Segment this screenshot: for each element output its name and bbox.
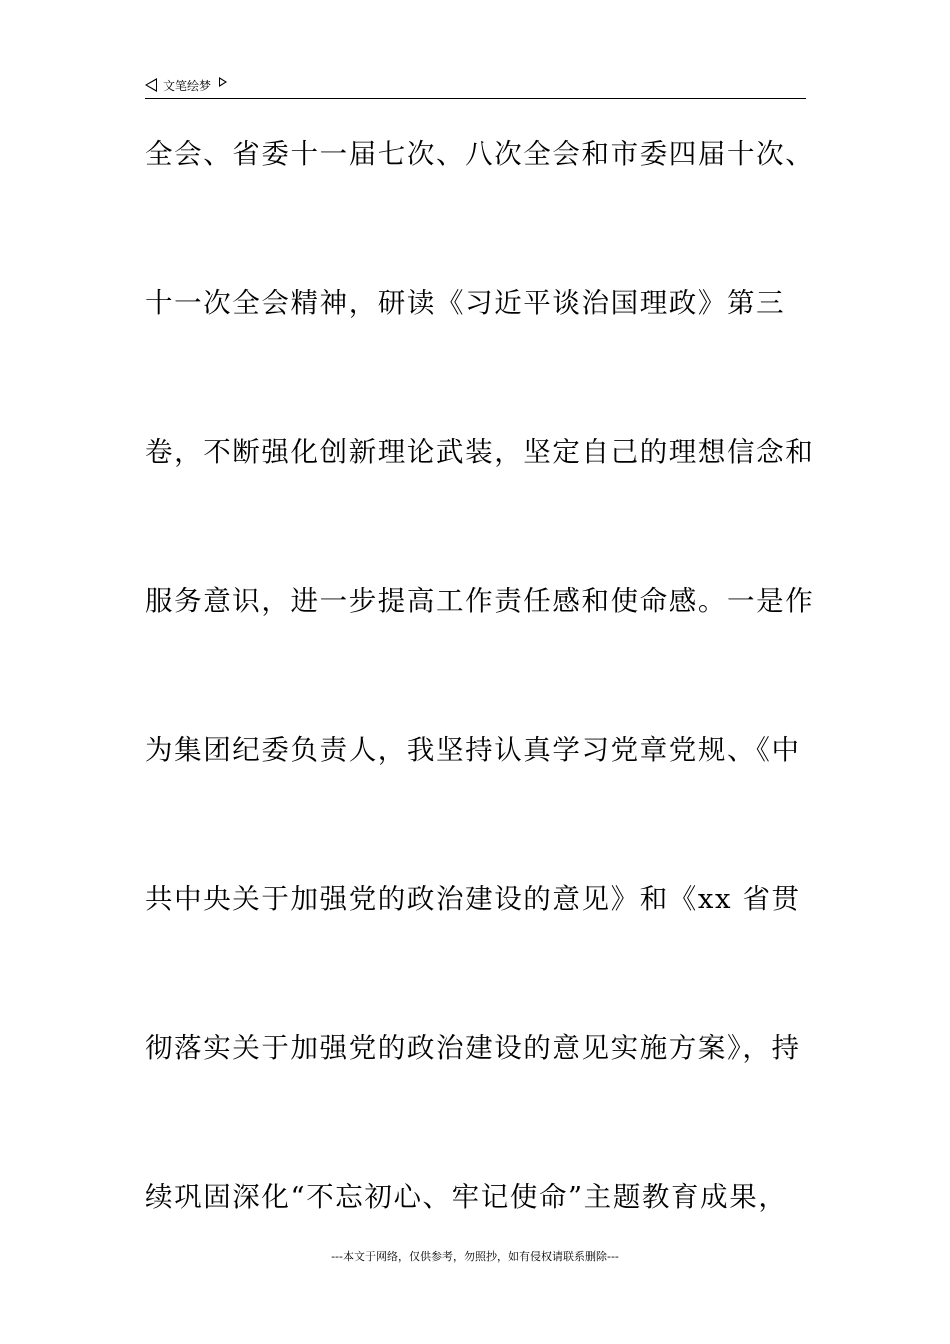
right-triangle-icon (219, 77, 227, 87)
header-bar (145, 74, 806, 96)
text-line: 卷，不断强化创新理论武装，坚定自己的理想信念和 (145, 436, 815, 468)
text-line: 为集团纪委负责人，我坚持认真学习党章党规、《中 (145, 734, 801, 766)
page-header (145, 74, 806, 99)
text-line: 服务意识，进一步提高工作责任感和使命感。一是作 (145, 585, 815, 617)
footer-disclaimer: ---本文于网络，仅供参考，勿照抄，如有侵权请联系删除--- (331, 1250, 619, 1263)
header-title: 文笔绘梦 (163, 78, 212, 93)
left-triangle-icon (145, 78, 157, 92)
text-line: 续巩固深化“不忘初心、牢记使命”主题教育成果， (145, 1181, 788, 1213)
text-line: 全会、省委十一届七次、八次全会和市委四届十次、 (145, 138, 815, 170)
text-line: 十一次全会精神，研读《习近平谈治国理政》第三 (145, 287, 786, 319)
text-line: 彻落实关于加强党的政治建设的意见实施方案》，持 (145, 1032, 801, 1064)
text-line: 共中央关于加强党的政治建设的意见》和《xx 省贯 (145, 883, 801, 915)
document-body (145, 130, 815, 1322)
